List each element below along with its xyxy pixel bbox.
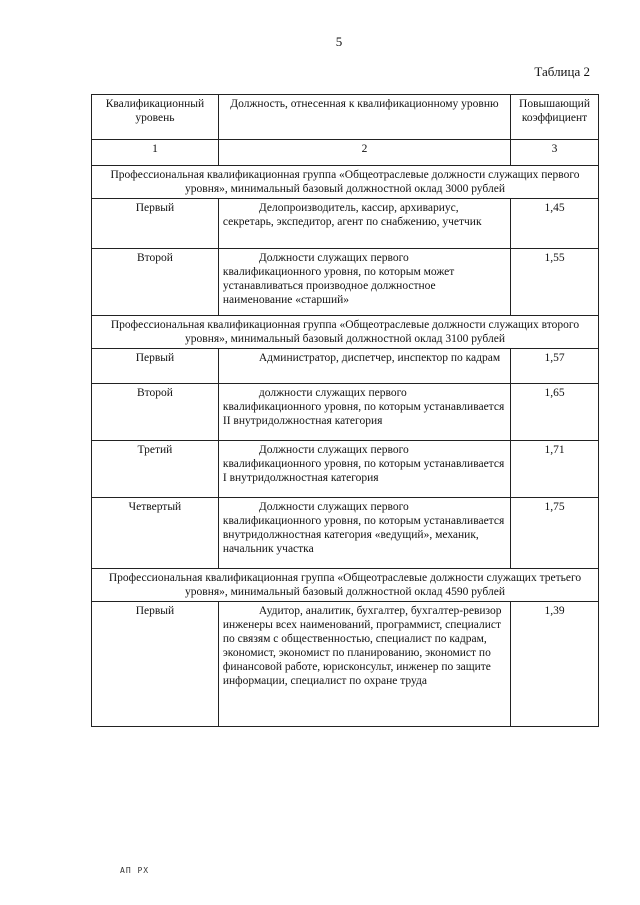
header-coefficient: Повышающий коэффициент — [511, 95, 599, 140]
level-cell: Второй — [92, 249, 219, 316]
footer-mark: АП РХ — [120, 866, 150, 875]
table-caption: Таблица 2 — [534, 64, 590, 79]
table-row — [92, 441, 599, 498]
group-row — [92, 569, 599, 602]
coefficient-cell: 1,71 — [511, 441, 599, 498]
coefficient-cell: 1,39 — [511, 602, 599, 727]
table-row — [92, 384, 599, 441]
position-cell — [218, 349, 510, 384]
position-cell — [218, 384, 510, 441]
table-row — [92, 249, 599, 316]
group-title: Профессиональная квалификационная группа «Общеотраслевые должности служащих второго уровня», минимальный базовый должностной оклад 3100 рублей — [92, 316, 599, 349]
position-cell — [218, 199, 510, 249]
column-number: 3 — [511, 140, 599, 166]
position-text: Должности служащих первого квалификационного уровня, по которым может устанавливаться производное должностное наименование «старший» — [222, 252, 455, 306]
table-row — [92, 498, 599, 569]
group-title: Профессиональная квалификационная группа «Общеотраслевые должности служащих первого уровня», минимальный базовый должностной оклад 3000 рублей — [92, 166, 599, 199]
column-number-row — [92, 140, 599, 166]
table-row — [92, 199, 599, 249]
position-cell — [218, 602, 510, 727]
header-position: Должность, отнесенная к квалификационному уровню — [218, 95, 510, 140]
header-row — [92, 95, 599, 140]
column-number: 1 — [92, 140, 219, 166]
coefficient-cell: 1,65 — [511, 384, 599, 441]
position-cell — [218, 498, 510, 569]
table-row — [92, 602, 599, 727]
position-text: Должности служащих первого квалификационного уровня, по которым устанавливается I внутридолжностная категория — [222, 444, 505, 484]
column-number: 2 — [218, 140, 510, 166]
position-text: Должности служащих первого квалификационного уровня, по которым устанавливается внутридолжностная категория «ведущий», механик, начальник участка — [222, 501, 505, 555]
position-cell — [218, 249, 510, 316]
table-row — [92, 349, 599, 384]
level-cell: Третий — [92, 441, 219, 498]
header-level: Квалификационный уровень — [92, 95, 219, 140]
level-cell: Второй — [92, 384, 219, 441]
level-cell: Первый — [92, 602, 219, 727]
level-cell: Первый — [92, 349, 219, 384]
position-text: Делопроизводитель, кассир, архивариус, секретарь, экспедитор, агент по снабжению, учетчик — [222, 202, 482, 228]
group-row — [92, 166, 599, 199]
coefficient-cell: 1,55 — [511, 249, 599, 316]
page-number: 5 — [335, 34, 343, 49]
level-cell: Четвертый — [92, 498, 219, 569]
level-cell: Первый — [92, 199, 219, 249]
group-title: Профессиональная квалификационная группа «Общеотраслевые должности служащих третьего уровня», минимальный базовый должностной оклад 4590 рублей — [92, 569, 599, 602]
salary-coefficient-table — [91, 94, 599, 727]
position-text: должности служащих первого квалификационного уровня, по которым устанавливается II внутридолжностная категория — [222, 387, 505, 427]
coefficient-cell: 1,75 — [511, 498, 599, 569]
position-cell — [218, 441, 510, 498]
coefficient-cell: 1,45 — [511, 199, 599, 249]
group-row — [92, 316, 599, 349]
coefficient-cell: 1,57 — [511, 349, 599, 384]
position-text: Аудитор, аналитик, бухгалтер, бухгалтер-ревизор инженеры всех наименований, программист, специалист по связям с общественностью, специалист по кадрам, экономист, экономист по планированию, экономист по финансовой работе, юрисконсульт, инженер по защите информации, специалист по охране труда — [222, 605, 502, 687]
position-text: Администратор, диспетчер, инспектор по кадрам — [258, 352, 501, 364]
